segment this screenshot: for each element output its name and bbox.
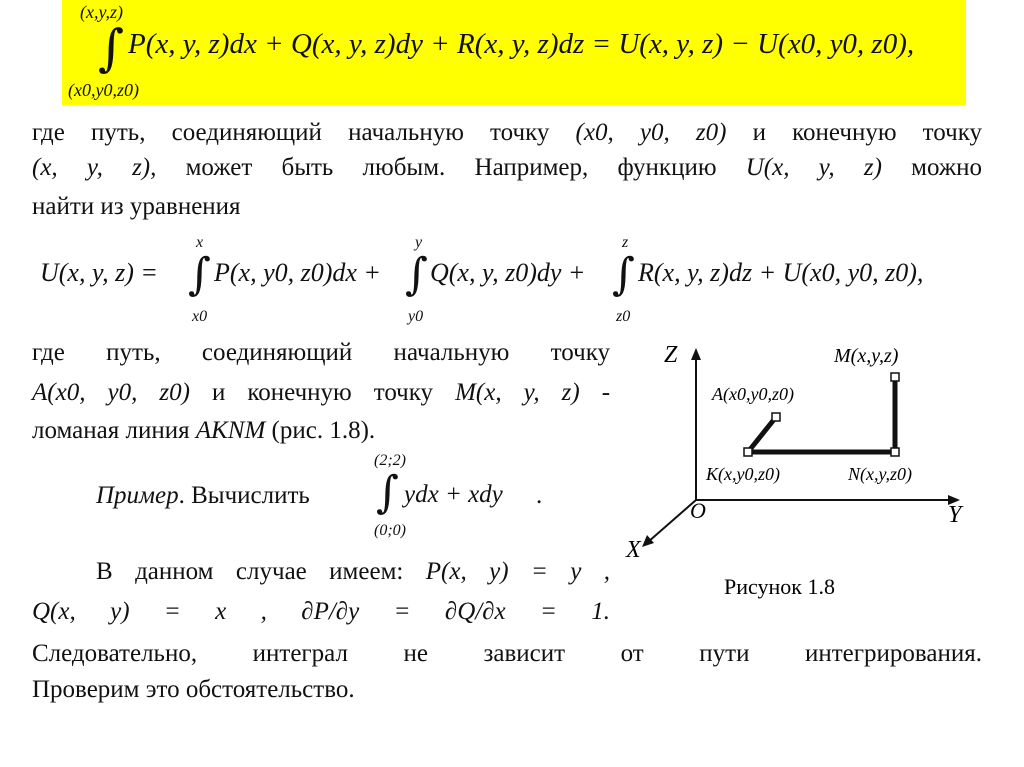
- para1-line1-text: где путь, соединяющий начальную точку: [32, 119, 550, 146]
- int2-sign: ∫: [405, 249, 428, 300]
- function-u-math: U(x, y, z): [745, 154, 882, 181]
- top-formula-body: P(x, y, z)dx + Q(x, y, z)dy + R(x, y, z)dz = U(x, y, z) − U(x0, y0, z0),: [128, 28, 915, 60]
- conclusion-line1: Следовательно, интеграл не зависит от пути интегрирования.: [32, 640, 982, 667]
- y-axis-label: Y: [948, 502, 962, 528]
- point-n-marker: [891, 448, 899, 456]
- para2-line3-text: ломаная линия: [32, 417, 190, 444]
- case-line2: [32, 597, 610, 627]
- partial-derivatives: ∂P/∂y = ∂Q/∂x = 1.: [301, 598, 610, 625]
- point-a-marker: [772, 413, 780, 421]
- z-axis-arrow: [691, 348, 701, 360]
- origin-label: O: [690, 498, 706, 523]
- end-point-math: (x, y, z),: [32, 154, 157, 181]
- start-point-math: (x0, y0, z0): [575, 119, 727, 146]
- para1-line2-end: можно: [911, 154, 982, 181]
- int3-body: R(x, y, z)dz + U(x0, y0, z0),: [638, 258, 924, 287]
- para2-line2-dash: -: [601, 379, 611, 406]
- x-axis: [648, 500, 696, 542]
- top-integral-lower-limit: (x0,y0,z0): [68, 80, 139, 100]
- point-a-label: A(x0,y0,z0): [712, 384, 794, 404]
- para2-line3-end: (рис. 1.8).: [271, 417, 376, 444]
- para2-line2: [32, 378, 610, 408]
- conclusion-line2: Проверим это обстоятельство.: [32, 676, 355, 703]
- point-k-marker: [744, 448, 752, 456]
- point-m-marker: [891, 373, 899, 381]
- q-definition: Q(x, y) = x ,: [32, 598, 267, 625]
- para1-line2-text: может быть любым. Например, функцию: [185, 154, 717, 181]
- segment-ak: [748, 417, 776, 452]
- int1-body: P(x, y0, z0)dx +: [214, 258, 381, 287]
- int2-lower: y0: [408, 308, 424, 325]
- int1-upper: x: [196, 234, 204, 251]
- int1-lower: x0: [192, 308, 208, 325]
- para1-line2: [32, 153, 982, 183]
- figure-1-8: [620, 330, 1000, 630]
- x-axis-arrow: [642, 535, 654, 547]
- int1-sign: ∫: [188, 249, 211, 300]
- top-integral-sign: ∫: [98, 19, 125, 77]
- int2-upper: y: [415, 234, 423, 251]
- example-integral-sign: ∫: [376, 467, 399, 518]
- point-m-math: M(x, y, z): [455, 379, 580, 406]
- para2-line3: [32, 416, 375, 446]
- figure-caption: Рисунок 1.8: [724, 574, 835, 599]
- int2-body: Q(x, y, z0)dy +: [430, 258, 586, 287]
- example-end: .: [536, 482, 543, 509]
- case-line1-text: В данном случае имеем:: [96, 558, 404, 585]
- para1-line3: найти из уравнения: [32, 193, 241, 220]
- path-aknm: AKNM: [195, 417, 266, 444]
- example-upper-limit: (2;2): [374, 452, 406, 469]
- case-line1: [96, 557, 610, 587]
- x-axis-label: X: [626, 537, 641, 563]
- point-k-label: K(x,y0,z0): [706, 464, 780, 484]
- point-m-label: M(x,y,z): [834, 345, 899, 367]
- example-line: [96, 481, 310, 511]
- formula2-lhs: U(x, y, z) =: [40, 258, 158, 287]
- point-a-math: A(x0, y0, z0): [32, 379, 190, 406]
- example-lower-limit: (0;0): [374, 522, 406, 539]
- p-definition: P(x, y) = y ,: [425, 558, 611, 585]
- example-text: . Вычислить: [178, 482, 310, 509]
- int3-lower: z0: [616, 308, 631, 325]
- int3-upper: z: [622, 234, 629, 251]
- para1-line1-end: и конечную точку: [752, 119, 983, 146]
- example-label: Пример: [96, 482, 179, 509]
- point-n-label: N(x,y,z0): [848, 464, 912, 484]
- para2-line1: где путь, соединяющий начальную точку: [32, 339, 610, 366]
- para1-line1: [32, 118, 982, 148]
- int3-sign: ∫: [612, 249, 635, 300]
- z-axis-label: Z: [664, 342, 678, 368]
- para2-line2-text: и конечную точку: [211, 379, 434, 406]
- top-integral-upper-limit: (x,y,z): [80, 2, 123, 22]
- example-integrand: ydx + xdy: [404, 481, 503, 508]
